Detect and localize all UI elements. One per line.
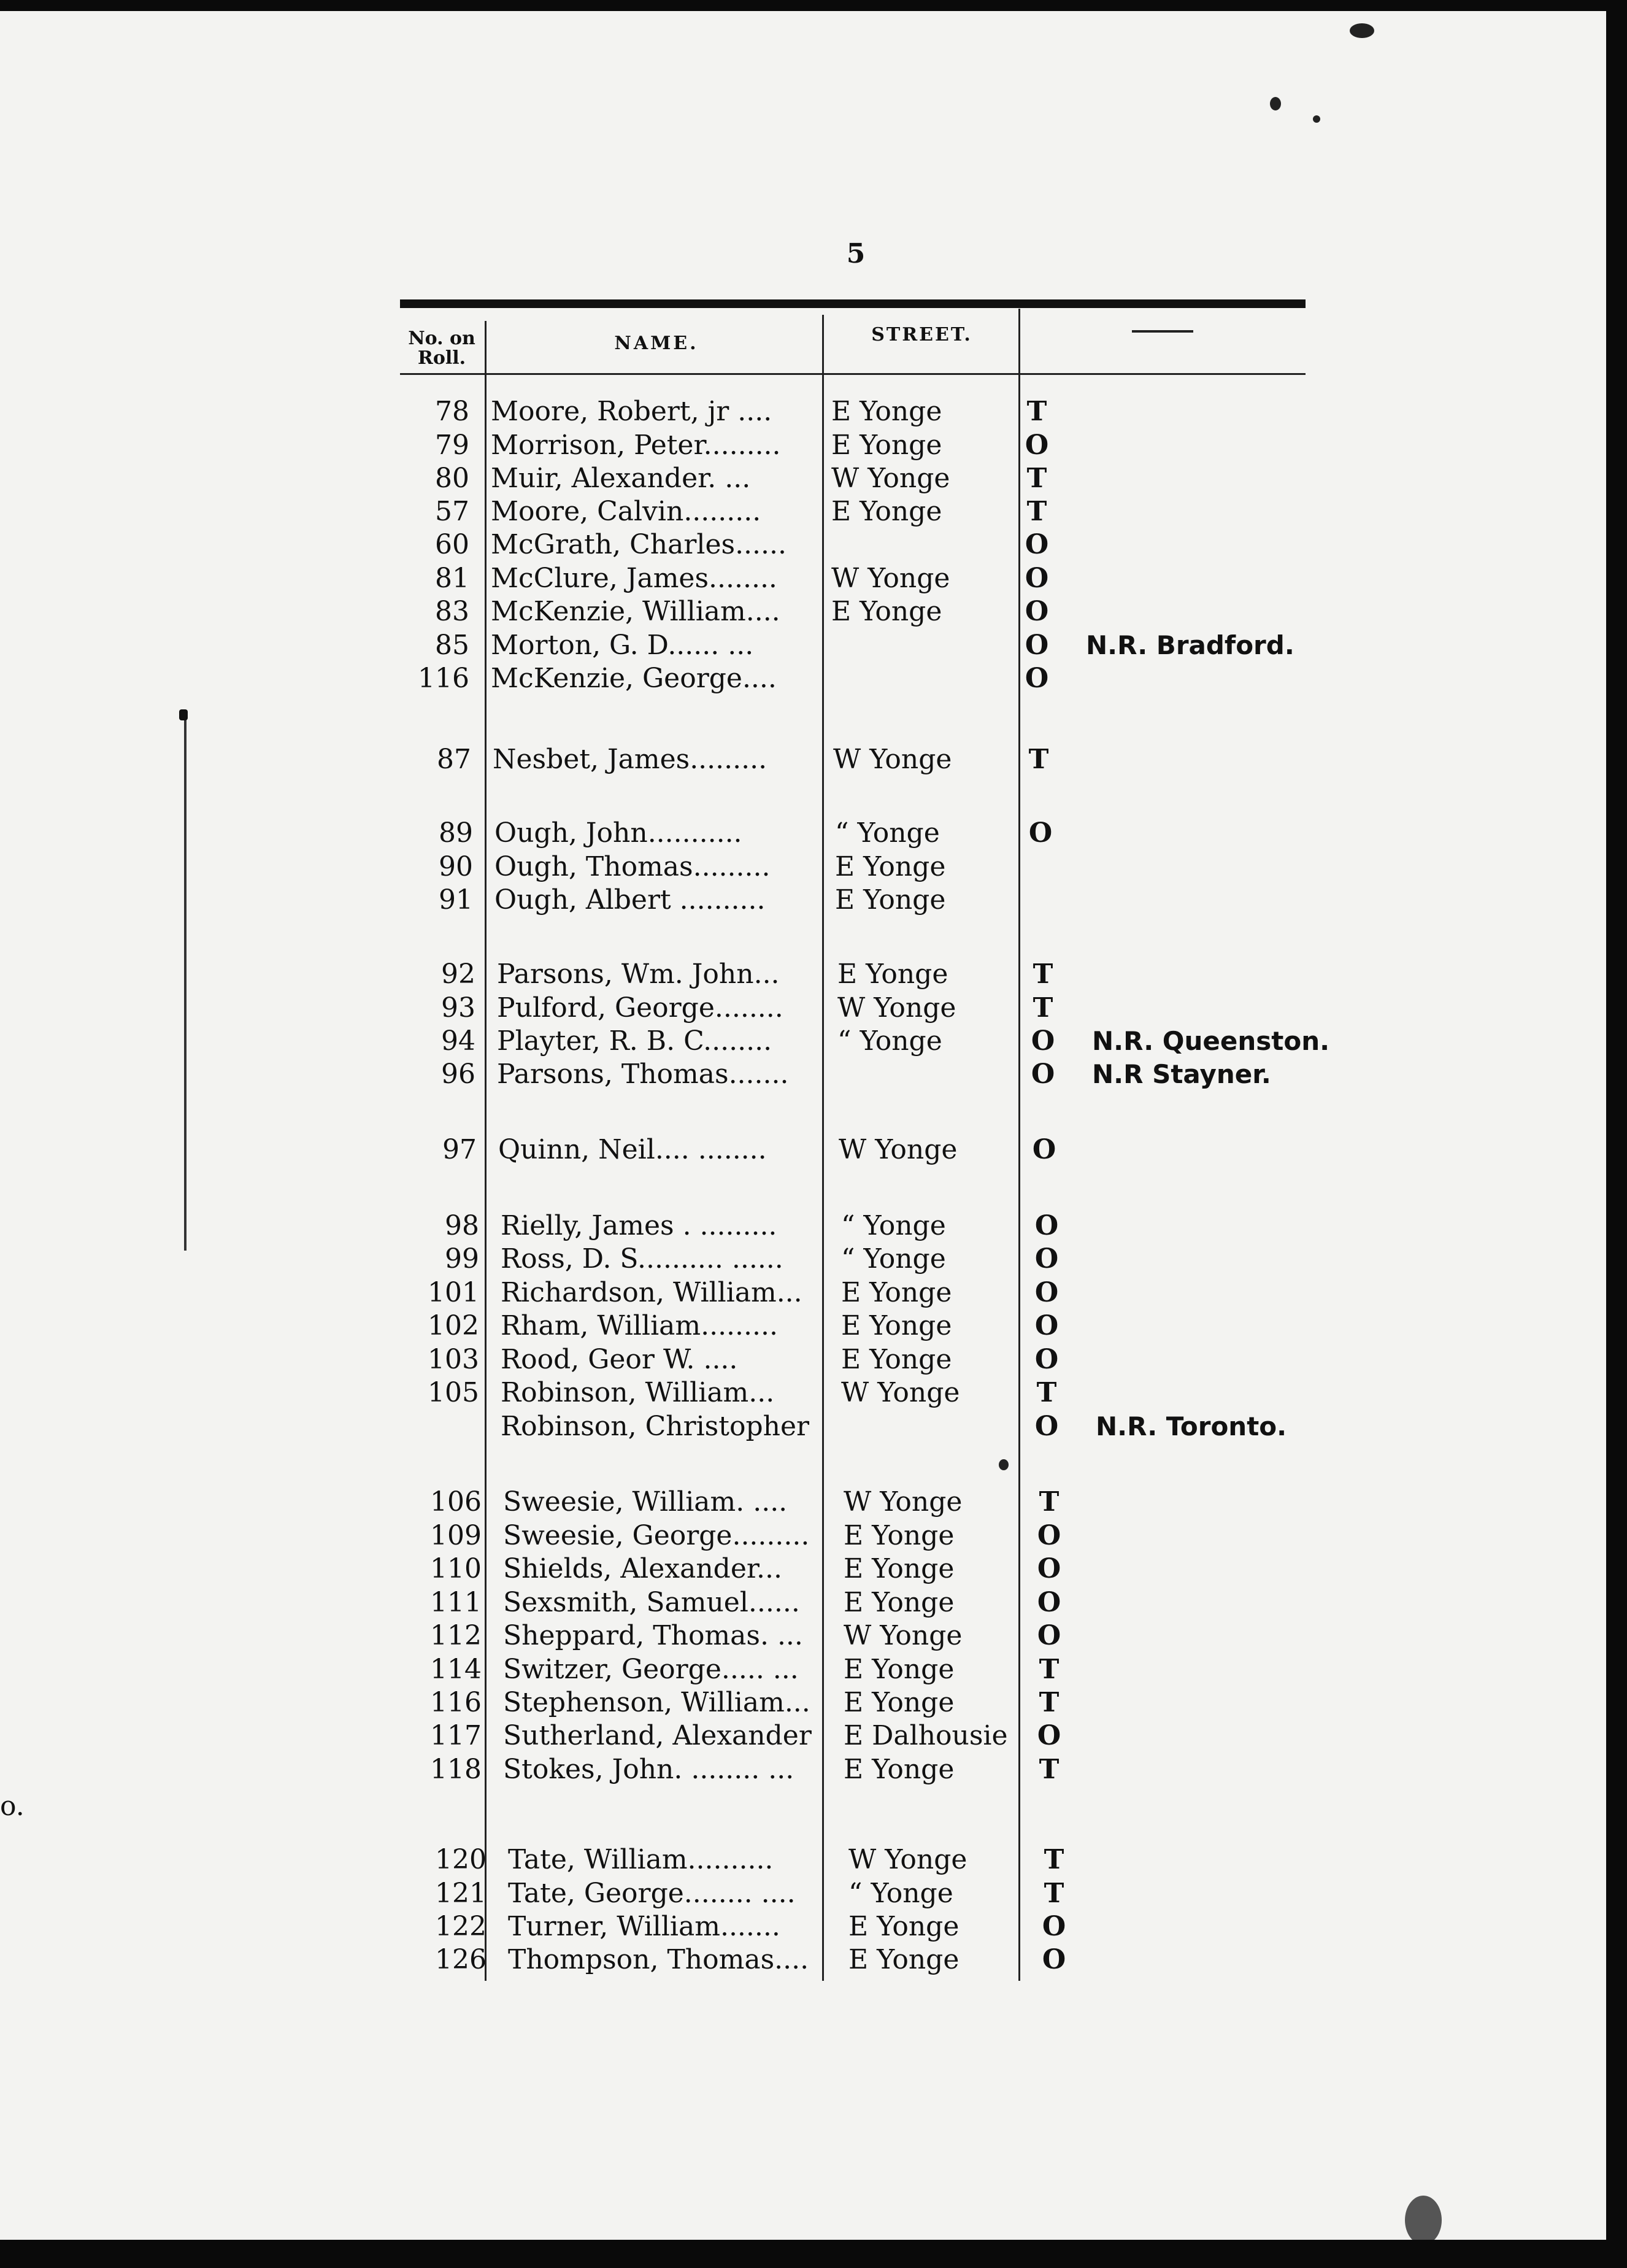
tenure-code: O [1025, 596, 1049, 627]
tenure-code: T [1033, 992, 1053, 1024]
roll-number: 85 [435, 630, 469, 661]
roll-number: 92 [441, 958, 475, 990]
roll-number: 112 [430, 1620, 482, 1651]
table-row [12, 1485, 1618, 1519]
tenure-code: O [1034, 1411, 1059, 1442]
scanned-page [0, 11, 1606, 2257]
voter-name: Quinn, Neil.... ........ [498, 1134, 767, 1165]
voter-name: Shields, Alexander... [503, 1553, 783, 1584]
roll-number: 87 [437, 744, 471, 775]
roll-number: 97 [442, 1134, 477, 1165]
street-name: E Yonge [831, 596, 942, 627]
street-name: E Yonge [835, 851, 946, 882]
street-name: “ Yonge [837, 1025, 942, 1057]
table-row [2, 742, 1608, 777]
tenure-code: O [1025, 430, 1049, 461]
voter-name: Moore, Calvin......... [491, 496, 761, 527]
roll-number: 78 [435, 396, 469, 427]
roll-number: 102 [428, 1310, 479, 1341]
roll-number: 93 [441, 992, 475, 1024]
header-street: STREET. [871, 324, 972, 345]
street-name: W Yonge [841, 1377, 960, 1408]
table-row [6, 991, 1612, 1025]
table-row [12, 1719, 1618, 1753]
table-row [0, 628, 1606, 663]
voter-name: Morrison, Peter......... [491, 430, 781, 461]
street-name: E Yonge [841, 1344, 952, 1375]
voter-name: Playter, R. B. C........ [497, 1025, 772, 1057]
roll-number: 89 [439, 817, 473, 849]
roll-number: 91 [439, 884, 473, 916]
tenure-code: O [1034, 1243, 1059, 1275]
roll-number: 101 [428, 1277, 479, 1308]
tenure-code: O [1028, 817, 1053, 849]
tenure-code: T [1026, 463, 1047, 494]
table-row [0, 595, 1606, 629]
tenure-code: O [1037, 1520, 1061, 1551]
residence-note: N.R Stayner. [1092, 1059, 1271, 1089]
table-row [10, 1376, 1616, 1410]
header-name: NAME. [614, 333, 699, 354]
voter-name: Stephenson, William... [503, 1687, 810, 1718]
street-name: E Yonge [844, 1587, 955, 1618]
voter-name: Sweesie, George......... [503, 1520, 810, 1551]
voter-name: Ough, Thomas......... [494, 851, 771, 882]
street-name: W Yonge [848, 1844, 967, 1875]
table-row [4, 850, 1610, 884]
table-row [10, 1276, 1616, 1310]
tenure-code: O [1025, 630, 1049, 661]
table-row [4, 816, 1610, 850]
voter-name: Thompson, Thomas.... [508, 1944, 809, 1975]
tenure-code: T [1036, 1377, 1057, 1408]
residence-note: N.R. Toronto. [1096, 1411, 1287, 1441]
table-row [0, 561, 1606, 596]
tenure-code: O [1025, 663, 1049, 694]
tenure-code: T [1026, 496, 1047, 527]
scan-border-right [1606, 0, 1627, 2268]
table-row [6, 1024, 1612, 1059]
table-row [10, 1209, 1616, 1243]
voter-name: Tate, William.......... [508, 1844, 774, 1875]
street-name: W Yonge [839, 1134, 958, 1165]
voter-name: McClure, James........ [491, 563, 777, 594]
scan-speck [1270, 97, 1281, 110]
roll-number: 121 [435, 1878, 487, 1909]
street-name: E Yonge [848, 1944, 960, 1975]
tenure-code: O [1034, 1277, 1059, 1308]
tenure-code: O [1042, 1911, 1066, 1942]
roll-number: 80 [435, 463, 469, 494]
street-name: W Yonge [844, 1620, 963, 1651]
residence-note: N.R. Bradford. [1086, 630, 1294, 660]
voter-name: Switzer, George..... ... [503, 1654, 799, 1685]
tenure-code: O [1037, 1720, 1061, 1751]
scan-speck [1405, 2196, 1442, 2245]
voter-name: Sexsmith, Samuel...... [503, 1587, 800, 1618]
table-row [17, 1843, 1623, 1877]
street-name: W Yonge [844, 1486, 963, 1518]
tenure-code: O [1037, 1553, 1061, 1584]
voter-name: Morton, G. D...... ... [491, 630, 754, 661]
street-name: E Yonge [841, 1277, 952, 1308]
table-row [0, 662, 1606, 696]
voter-name: Sutherland, Alexander [503, 1720, 812, 1751]
voter-name: Ough, Albert .......... [494, 884, 766, 916]
voter-name: Ross, D. S.......... ...... [501, 1243, 783, 1275]
residence-note: N.R. Queenston. [1092, 1026, 1330, 1056]
voter-name: Robinson, Christopher [501, 1411, 810, 1442]
top-rule [400, 299, 1306, 308]
roll-number: 99 [445, 1243, 479, 1275]
tenure-code: T [1039, 1486, 1060, 1518]
roll-number: 117 [430, 1720, 482, 1751]
roll-number: 106 [430, 1486, 482, 1518]
table-row [17, 1876, 1623, 1911]
table-row [10, 1242, 1616, 1276]
roll-number: 110 [430, 1553, 482, 1584]
tenure-code: O [1032, 1134, 1056, 1165]
table-row [12, 1686, 1618, 1720]
table-row [12, 1653, 1618, 1687]
street-name: E Yonge [841, 1310, 952, 1341]
street-name: E Yonge [844, 1654, 955, 1685]
street-name: E Yonge [835, 884, 946, 916]
tenure-code: T [1028, 744, 1049, 775]
roll-number: 122 [435, 1911, 487, 1942]
roll-number: 120 [435, 1844, 487, 1875]
voter-name: Ough, John........... [494, 817, 742, 849]
street-name: “ Yonge [848, 1878, 953, 1909]
margin-glyph: o. [0, 1791, 25, 1822]
voter-name: McGrath, Charles...... [491, 529, 787, 560]
street-name: E Yonge [844, 1553, 955, 1584]
voter-name: Nesbet, James......... [493, 744, 767, 775]
voter-name: McKenzie, William.... [491, 596, 780, 627]
table-row [12, 1619, 1618, 1653]
roll-number: 111 [430, 1587, 482, 1618]
voter-name: Sweesie, William. .... [503, 1486, 788, 1518]
table-row [0, 428, 1606, 463]
tenure-code: O [1031, 1025, 1055, 1057]
street-name: E Yonge [844, 1687, 955, 1718]
tenure-code: O [1034, 1344, 1059, 1375]
street-name: E Yonge [848, 1911, 960, 1942]
tenure-code: T [1039, 1654, 1060, 1685]
voter-name: Rielly, James . ......... [501, 1210, 777, 1241]
tenure-code: O [1037, 1587, 1061, 1618]
scan-speck [999, 1459, 1009, 1470]
table-row [10, 1309, 1616, 1343]
voter-name: Turner, William....... [508, 1911, 780, 1942]
table-row [12, 1552, 1618, 1586]
table-row [4, 883, 1610, 917]
tenure-code: O [1034, 1210, 1059, 1241]
street-name: E Yonge [831, 396, 942, 427]
roll-number: 116 [430, 1687, 482, 1718]
table-row [0, 461, 1606, 496]
roll-number: 90 [439, 851, 473, 882]
voter-name: Richardson, William... [501, 1277, 802, 1308]
table-row [12, 1753, 1618, 1787]
street-name: W Yonge [833, 744, 952, 775]
tenure-code: O [1037, 1620, 1061, 1651]
tenure-code: O [1031, 1059, 1055, 1090]
roll-number: 60 [435, 529, 469, 560]
table-row [17, 1943, 1623, 1977]
roll-number: 126 [435, 1944, 487, 1975]
page-number: 5 [846, 238, 866, 269]
tenure-code: O [1034, 1310, 1059, 1341]
street-name: “ Yonge [835, 817, 940, 849]
street-name: “ Yonge [841, 1243, 946, 1275]
table-row [10, 1410, 1616, 1444]
table-row [6, 1057, 1612, 1092]
voter-name: Tate, George........ .... [508, 1878, 796, 1909]
street-name: E Yonge [844, 1754, 955, 1785]
roll-number: 103 [428, 1344, 479, 1375]
street-name: W Yonge [831, 463, 950, 494]
tenure-code: T [1026, 396, 1047, 427]
scan-speck [1313, 115, 1320, 123]
voter-name: Muir, Alexander. ... [491, 463, 751, 494]
roll-number: 57 [435, 496, 469, 527]
street-name: E Dalhousie [844, 1720, 1008, 1751]
voter-name: Rham, William......... [501, 1310, 778, 1341]
table-row [12, 1586, 1618, 1620]
street-name: W Yonge [837, 992, 956, 1024]
street-name: E Yonge [831, 496, 942, 527]
header-no-on-roll: No. on Roll. [408, 328, 475, 369]
roll-number: 105 [428, 1377, 479, 1408]
roll-number: 114 [430, 1654, 482, 1685]
tenure-code: T [1044, 1844, 1064, 1875]
street-name: E Yonge [844, 1520, 955, 1551]
tenure-code: T [1033, 958, 1053, 990]
street-name: E Yonge [837, 958, 948, 990]
roll-number: 118 [430, 1754, 482, 1785]
voter-name: Stokes, John. ........ ... [503, 1754, 794, 1785]
voter-name: Moore, Robert, jr .... [491, 396, 772, 427]
roll-number: 79 [435, 430, 469, 461]
margin-mark [179, 709, 188, 720]
roll-number: 94 [441, 1025, 475, 1057]
voter-name: McKenzie, George.... [491, 663, 777, 694]
table-row [10, 1343, 1616, 1377]
table-row [0, 395, 1606, 429]
voter-name: Parsons, Wm. John... [497, 958, 780, 990]
header-rule [400, 373, 1306, 375]
tenure-code: T [1039, 1754, 1060, 1785]
roll-number: 98 [445, 1210, 479, 1241]
roll-number: 116 [418, 663, 469, 694]
tenure-code: T [1039, 1687, 1060, 1718]
voter-name: Rood, Geor W. .... [501, 1344, 738, 1375]
voter-name: Parsons, Thomas....... [497, 1059, 789, 1090]
roll-number: 96 [441, 1059, 475, 1090]
voter-name: Pulford, George........ [497, 992, 783, 1024]
tenure-code: O [1042, 1944, 1066, 1975]
tenure-code: O [1025, 563, 1049, 594]
street-name: E Yonge [831, 430, 942, 461]
street-name: W Yonge [831, 563, 950, 594]
table-row [12, 1519, 1618, 1553]
table-row [0, 495, 1606, 529]
voter-name: Sheppard, Thomas. ... [503, 1620, 803, 1651]
street-name: “ Yonge [841, 1210, 946, 1241]
voter-name: Robinson, William... [501, 1377, 775, 1408]
table-row [17, 1910, 1623, 1944]
roll-number: 83 [435, 596, 469, 627]
scan-speck [1350, 23, 1374, 38]
roll-number: 81 [435, 563, 469, 594]
tenure-code: O [1025, 529, 1049, 560]
scan-border-bottom [0, 2240, 1627, 2268]
tenure-code: T [1044, 1878, 1064, 1909]
table-row [7, 1133, 1614, 1167]
header-extra-dash [1132, 330, 1193, 333]
roll-number: 109 [430, 1520, 482, 1551]
table-row [0, 528, 1606, 562]
table-row [6, 957, 1612, 992]
